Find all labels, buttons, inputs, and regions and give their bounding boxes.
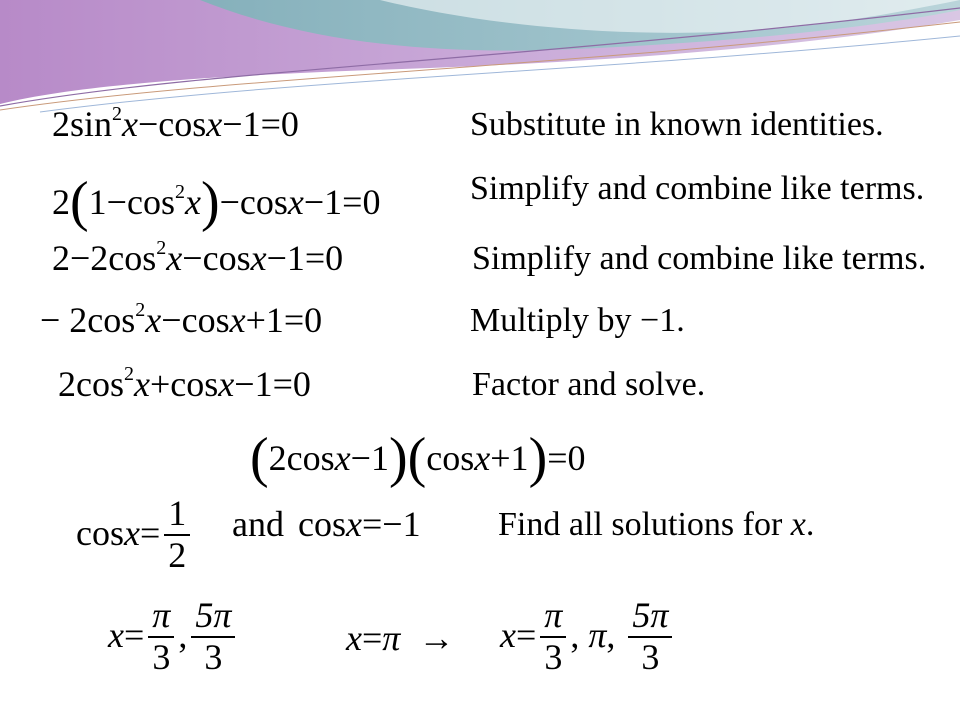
pi-symbol: π [382, 618, 401, 658]
variable-x: x [346, 504, 362, 544]
step-4-note: Multiply by −1. [470, 302, 685, 339]
eq-text: −cos [161, 300, 230, 340]
open-paren: ( [250, 427, 269, 489]
eq-text: −cos [219, 182, 288, 222]
variable-x: x [206, 104, 223, 144]
cos-solution-1 [76, 493, 194, 577]
eq-text: cos [298, 504, 346, 544]
eq-text: 2 [52, 182, 70, 222]
cos-solution-2 [298, 506, 421, 542]
equals-sign: = [515, 614, 537, 655]
exponent: 2 [124, 363, 134, 385]
fraction-5pi-over-3 [191, 596, 235, 677]
step-row-3 [0, 232, 960, 292]
fraction-one-half [164, 494, 190, 575]
note-punctuation: . [805, 506, 815, 543]
eq-text: −1=0 [266, 238, 344, 278]
comma: , [570, 614, 580, 655]
eq-text: −1 [350, 438, 389, 478]
step-1-note: Substitute in known identities. [470, 106, 884, 143]
variable-x: x [166, 238, 183, 278]
open-paren: ( [70, 171, 89, 233]
eq-text: +1 [490, 438, 529, 478]
open-paren: ( [407, 427, 427, 489]
step-3-equation [52, 237, 344, 278]
factored-equation [250, 424, 586, 489]
eq-text: −1=0 [222, 104, 299, 144]
eq-text: −cos [182, 238, 251, 278]
eq-text: 2sin [52, 104, 113, 144]
variable-x: x [134, 364, 150, 404]
eq-text: 2−2cos [52, 238, 157, 278]
step-3-note: Simplify and combine like terms. [472, 240, 927, 277]
step-row-5 [0, 360, 960, 420]
fraction-numerator: 5π [628, 596, 672, 638]
step-row-1 [0, 100, 960, 160]
step-4-equation [40, 299, 323, 340]
variable-x: x [145, 300, 162, 340]
variable-x: x [500, 614, 516, 655]
step-2-equation [52, 168, 381, 233]
equals-sign: = [361, 618, 383, 658]
step-2-note: Simplify and combine like terms. [470, 170, 925, 207]
step-row-2 [0, 158, 960, 233]
fraction-pi-over-3 [540, 596, 566, 677]
eq-text: − 2cos [40, 300, 136, 340]
variable-x: x [790, 506, 806, 543]
note-text: Find all solutions for [498, 506, 783, 543]
comma: , [178, 614, 188, 655]
variable-x: x [122, 104, 138, 144]
eq-text: 2cos [268, 438, 335, 478]
solutions-row [0, 476, 960, 575]
fraction-numerator: π [540, 596, 566, 638]
exponent: 2 [112, 103, 123, 125]
eq-text: =0 [547, 438, 586, 478]
close-paren: ) [528, 427, 548, 489]
eq-text: +1=0 [245, 300, 323, 340]
fraction-numerator: 5π [191, 596, 235, 638]
eq-text: −1=0 [303, 182, 381, 222]
and-connector: and [232, 504, 284, 544]
eq-text: −1=0 [234, 364, 311, 404]
eq-text: =−1 [361, 504, 421, 544]
step-5-note: Factor and solve. [472, 366, 706, 403]
variable-x: x [346, 618, 362, 658]
equals-sign: = [123, 614, 145, 655]
right-arrow-icon: → [418, 618, 455, 658]
variable-x: x [334, 438, 351, 478]
close-paren: ) [200, 171, 220, 233]
fraction-denominator: 3 [204, 636, 223, 677]
result-right [500, 595, 676, 679]
fraction-denominator: 3 [641, 636, 660, 677]
eq-text: +cos [149, 364, 219, 404]
solutions-note [498, 508, 814, 542]
exponent: 2 [135, 299, 146, 321]
step-1-equation [52, 103, 299, 144]
result-middle [346, 620, 472, 656]
variable-x: x [218, 364, 235, 404]
result-left [108, 595, 239, 679]
comma: , [606, 614, 616, 655]
variable-x: x [229, 300, 246, 340]
results-row [0, 586, 960, 686]
variable-x: x [250, 238, 267, 278]
pi-symbol: π [588, 614, 607, 655]
variable-x: x [184, 182, 201, 222]
fraction-numerator: 1 [164, 494, 190, 536]
exponent: 2 [174, 181, 185, 203]
fraction-numerator: π [148, 596, 174, 638]
fraction-5pi-over-3 [628, 596, 672, 677]
fraction-denominator: 3 [152, 636, 171, 677]
variable-x: x [108, 614, 124, 655]
fraction-pi-over-3 [148, 596, 174, 677]
exponent: 2 [156, 237, 167, 259]
fraction-denominator: 2 [168, 534, 187, 575]
factored-row [0, 412, 960, 489]
eq-text: cos [426, 438, 475, 478]
equals-sign: = [139, 512, 161, 553]
eq-text: −cos [138, 104, 207, 144]
variable-x: x [474, 438, 491, 478]
eq-text: 2cos [58, 364, 124, 404]
variable-x: x [124, 512, 140, 553]
eq-text: 1−cos [88, 182, 175, 222]
variable-x: x [287, 182, 304, 222]
eq-text: cos [76, 512, 124, 553]
step-row-4 [0, 296, 960, 356]
step-5-equation [58, 363, 311, 404]
close-paren: ) [388, 427, 408, 489]
fraction-denominator: 3 [544, 636, 563, 677]
